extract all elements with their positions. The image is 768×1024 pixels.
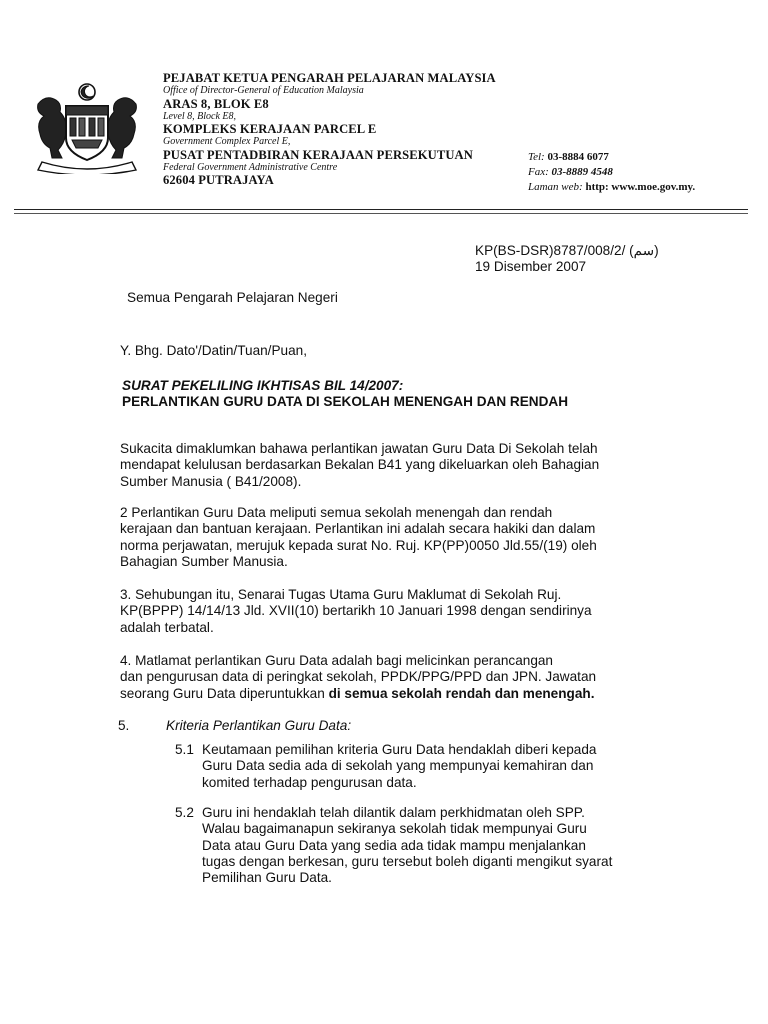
criteria-line: Walau bagaimanapun sekiranya sekolah tidak mempunyai Guru xyxy=(202,821,587,837)
paragraph-line: 3. Sehubungan itu, Senarai Tugas Utama Guru Maklumat di Sekolah Ruj. xyxy=(120,587,562,602)
reference-number: KP(BS-DSR)8787/008/2/ (سم) xyxy=(475,243,659,258)
criteria-number: 5.1 xyxy=(175,742,194,757)
address-centre: PUSAT PENTADBIRAN KERAJAAN PERSEKUTUAN xyxy=(163,147,473,162)
reference-block xyxy=(475,243,659,276)
paragraph-line xyxy=(120,686,668,702)
fax-label: Fax: xyxy=(528,166,549,178)
org-name: PEJABAT KETUA PENGARAH PELAJARAN MALAYSIA xyxy=(163,71,496,85)
address-centre-english: Federal Government Administrative Centre xyxy=(163,161,338,173)
address-level-english: Level 8, Block E8, xyxy=(163,110,237,122)
paragraph-line: adalah terbatal. xyxy=(120,619,214,635)
criteria-line: komited terhadap pengurusan data. xyxy=(202,774,417,790)
paragraph-line: KP(BPPP) 14/14/13 Jld. XVII(10) bertarikh 10 Januari 1998 dengan sendirinya xyxy=(120,603,592,619)
paragraph-5-title: Kriteria Perlantikan Guru Data: xyxy=(166,718,352,733)
criteria-line: tugas dengan berkesan, guru tersebut boleh diganti mengikut syarat xyxy=(202,853,613,869)
paragraph-line: 4. Matlamat perlantikan Guru Data adalah bagi melicinkan perancangan xyxy=(120,653,553,668)
criteria-line: Pemilihan Guru Data. xyxy=(202,870,332,886)
paragraph-text: seorang Guru Data diperuntukkan xyxy=(120,685,329,701)
web-link[interactable]: http: www.moe.gov.my. xyxy=(585,181,696,193)
subject-circular-number: SURAT PEKELILING IKHTISAS BIL 14/2007: xyxy=(122,378,404,393)
criteria-line: Keutamaan pemilihan kriteria Guru Data hendaklah diberi kepada xyxy=(202,742,597,757)
letterhead-contact xyxy=(528,150,695,195)
paragraph-4 xyxy=(120,653,668,702)
recipient: Semua Pengarah Pelajaran Negeri xyxy=(127,290,338,305)
paragraph-1 xyxy=(120,441,668,490)
criteria-number: 5.2 xyxy=(175,805,194,820)
paragraph-5-number: 5. xyxy=(118,718,130,733)
tel-value: 03-8884 6077 xyxy=(547,151,609,163)
tel-label: Tel: xyxy=(528,151,545,163)
address-postcode: 62604 PUTRAJAYA xyxy=(163,173,274,187)
criteria-line: Guru Data sedia ada di sekolah yang mempunyai kemahiran dan xyxy=(202,758,594,774)
fax-value: 03-8889 4548 xyxy=(551,166,613,178)
web-row xyxy=(528,180,695,195)
paragraph-line: mendapat kelulusan berdasarkan Bekalan B41 yang dikeluarkan oleh Bahagian xyxy=(120,457,600,473)
criteria-text xyxy=(202,805,612,886)
paragraph-emphasis: di semua sekolah rendah dan menengah. xyxy=(328,685,595,701)
subject-title: PERLANTIKAN GURU DATA DI SEKOLAH MENENGAH DAN RENDAH xyxy=(122,394,569,409)
org-name-english: Office of Director-General of Education Malaysia xyxy=(163,85,364,96)
criteria-text xyxy=(202,742,596,791)
paragraph-line: norma perjawatan, merujuk kepada surat No. Ruj. KP(PP)0050 Jld.55/(19) oleh xyxy=(120,537,597,553)
paragraph-line: Sukacita dimaklumkan bahawa perlantikan jawatan Guru Data Di Sekolah telah xyxy=(120,441,598,456)
letter-date: 19 Disember 2007 xyxy=(475,259,587,275)
letterhead-divider xyxy=(14,209,748,210)
paragraph-2 xyxy=(120,505,668,570)
fax-row xyxy=(528,165,695,180)
coat-of-arms-icon xyxy=(28,82,146,174)
letterhead-address xyxy=(163,71,496,188)
address-complex: KOMPLEKS KERAJAAN PARCEL E xyxy=(163,122,377,136)
paragraph-line: Sumber Manusia ( B41/2008). xyxy=(120,473,302,489)
tel-row xyxy=(528,150,695,165)
paragraph-line: 2 Perlantikan Guru Data meliputi semua sekolah menengah dan rendah xyxy=(120,505,553,520)
criteria-line: Data atau Guru Data yang sedia ada tidak mampu menjalankan xyxy=(202,837,586,853)
salutation: Y. Bhg. Dato'/Datin/Tuan/Puan, xyxy=(120,343,307,358)
paragraph-line: kerajaan dan bantuan kerajaan. Perlantikan ini adalah secara hakiki dan dalam xyxy=(120,521,596,537)
paragraph-line: Bahagian Sumber Manusia. xyxy=(120,553,288,569)
web-label: Laman web: xyxy=(528,181,583,193)
letterhead-divider-thin xyxy=(14,213,748,214)
paragraph-3 xyxy=(120,587,668,636)
paragraph-line: dan pengurusan data di peringkat sekolah, PPDK/PPG/PPD dan JPN. Jawatan xyxy=(120,669,597,685)
address-complex-english: Government Complex Parcel E, xyxy=(163,136,291,147)
address-level: ARAS 8, BLOK E8 xyxy=(163,96,269,111)
criteria-line: Guru ini hendaklah telah dilantik dalam perkhidmatan oleh SPP. xyxy=(202,805,585,820)
